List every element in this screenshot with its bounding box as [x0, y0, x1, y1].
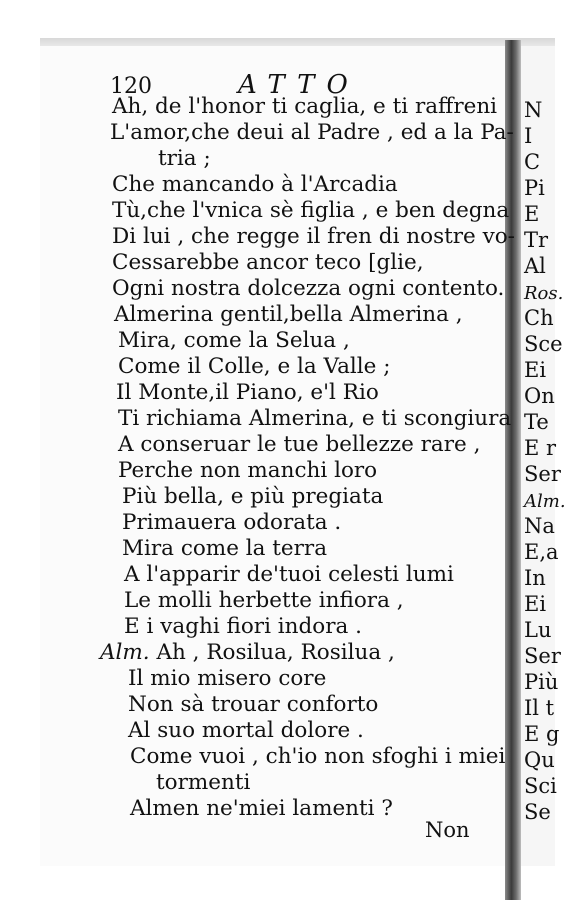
fragment-line	[524, 150, 540, 175]
line-text: Come vuoi , ch'io non sfoghi i miei	[130, 744, 506, 769]
fragment-line	[524, 176, 545, 201]
speaker-label: Ros.	[524, 283, 564, 304]
text-line	[110, 120, 514, 145]
line-text: tormenti	[156, 770, 251, 795]
fragment-text: Na	[524, 514, 555, 538]
line-text: E i vaghi fiori indora .	[124, 614, 362, 639]
fragment-text: I	[524, 124, 533, 148]
text-line	[114, 302, 463, 327]
fragment-line	[524, 124, 532, 149]
fragment-text: Ei	[524, 592, 547, 616]
text-line	[128, 718, 364, 743]
line-text: Mira come la terra	[122, 536, 328, 561]
text-line	[128, 692, 378, 717]
text-line	[122, 484, 383, 509]
fragment-line	[524, 228, 548, 253]
line-text: Ah , Rosilua, Rosilua ,	[156, 640, 395, 665]
fragment-line	[524, 410, 549, 435]
fragment-line	[524, 280, 563, 306]
text-line	[118, 328, 350, 353]
fragment-line	[524, 358, 546, 383]
fragment-text: E r	[524, 436, 557, 460]
line-text: Come il Colle, e la Valle ;	[118, 354, 391, 379]
line-text: Di lui , che regge il fren di nostre vo-	[112, 224, 515, 249]
fragment-line	[524, 774, 557, 799]
fragment-line	[524, 670, 558, 695]
right-page	[521, 46, 566, 866]
line-text: Almerina gentil,bella Almerina ,	[114, 302, 463, 327]
fragment-text: In	[524, 566, 546, 590]
text-line	[130, 796, 393, 821]
speaker-label: Alm.	[100, 640, 157, 665]
text-line	[122, 510, 341, 535]
line-text: Al suo mortal dolore .	[128, 718, 364, 743]
book-gutter	[505, 40, 521, 900]
text-line	[112, 198, 509, 223]
line-text: tria ;	[158, 146, 211, 171]
fragment-text: C	[524, 150, 541, 174]
fragment-text: Ser	[524, 462, 561, 486]
fragment-text: Il t	[524, 696, 555, 720]
text-line	[122, 536, 327, 561]
fragment-text: Ser	[524, 644, 561, 668]
line-text: Primauera odorata .	[122, 510, 342, 535]
line-text: A conseruar le tue bellezze rare ,	[118, 432, 481, 457]
fragment-line	[524, 592, 546, 617]
text-line	[112, 94, 497, 119]
line-text: L'amor,che deui al Padre , ed a la Pa-	[110, 120, 514, 145]
fragment-line	[524, 306, 554, 331]
fragment-text: Se	[524, 800, 551, 824]
fragment-text: Te	[524, 410, 549, 434]
text-line	[118, 432, 480, 457]
catchword: Non	[425, 818, 470, 842]
fragment-text: Ei	[524, 358, 547, 382]
fragment-text: Sce	[524, 332, 563, 356]
fragment-line	[524, 696, 554, 721]
line-text: Perche non manchi loro	[118, 458, 378, 483]
fragment-text: N	[524, 98, 543, 122]
text-line	[118, 406, 511, 431]
text-line	[112, 276, 504, 301]
fragment-line	[524, 98, 542, 123]
line-text: Cessarebbe ancor teco [glie,	[112, 250, 424, 275]
text-line	[158, 146, 211, 171]
fragment-line	[524, 514, 555, 539]
text-line	[128, 666, 326, 691]
text-line	[112, 224, 515, 249]
fragment-line	[524, 566, 546, 591]
speaker-label: Alm.	[524, 491, 566, 512]
text-line	[124, 614, 362, 639]
page-number: 120	[110, 74, 152, 99]
line-text: Ti richiama Almerina, e ti scongiura	[118, 406, 512, 431]
fragment-line	[524, 722, 559, 747]
fragment-line	[524, 332, 563, 357]
text-line	[118, 458, 377, 483]
fragment-text: Sci	[524, 774, 557, 798]
line-text: Mira, come la Selua ,	[118, 328, 350, 353]
text-line	[116, 380, 379, 405]
fragment-line	[524, 436, 556, 461]
text-line	[156, 770, 250, 795]
line-text: Che mancando à l'Arcadia	[112, 172, 398, 197]
line-text: Il Monte,il Piano, e'l Rio	[116, 380, 379, 405]
fragment-line	[524, 618, 551, 643]
line-text: Non sà trouar conforto	[128, 692, 379, 717]
fragment-text: On	[524, 384, 555, 408]
fragment-text: Più	[524, 670, 559, 694]
fragment-text: E	[524, 202, 540, 226]
fragment-text: Qu	[524, 748, 555, 772]
line-text: Tù,che l'vnica sè figlia , e ben degna	[112, 198, 510, 223]
line-text: Ogni nostra dolcezza ogni contento.	[112, 276, 505, 301]
text-line	[112, 172, 398, 197]
line-text: Le molli herbette infiora ,	[124, 588, 404, 613]
text-line	[124, 562, 454, 587]
fragment-text: E,a	[524, 540, 559, 564]
text-line	[118, 354, 390, 379]
fragment-text: E g	[524, 722, 560, 746]
fragment-text: Ch	[524, 306, 554, 330]
line-text: Almen ne'miei lamenti ?	[130, 796, 393, 821]
line-text: Più bella, e più pregiata	[122, 484, 384, 509]
fragment-line	[524, 384, 555, 409]
fragment-line	[524, 202, 539, 227]
text-line	[130, 744, 505, 769]
fragment-text: Al	[524, 254, 546, 278]
fragment-text: Pi	[524, 176, 545, 200]
fragment-line	[524, 644, 561, 669]
fragment-text: Tr	[524, 228, 549, 252]
fragment-line	[524, 748, 555, 773]
fragment-line	[524, 254, 546, 279]
fragment-line	[524, 462, 561, 487]
line-text: Il mio misero core	[128, 666, 327, 691]
running-head: ATTO	[238, 70, 360, 100]
fragment-text: Lu	[524, 618, 552, 642]
fragment-line	[524, 540, 559, 565]
line-text: Ah, de l'honor ti caglia, e ti raffreni	[112, 94, 498, 119]
line-text: A l'apparir de'tuoi celesti lumi	[124, 562, 454, 587]
text-line	[100, 640, 395, 665]
fragment-line	[524, 800, 551, 825]
fragment-line	[524, 488, 566, 514]
text-line	[124, 588, 404, 613]
text-line	[112, 250, 424, 275]
